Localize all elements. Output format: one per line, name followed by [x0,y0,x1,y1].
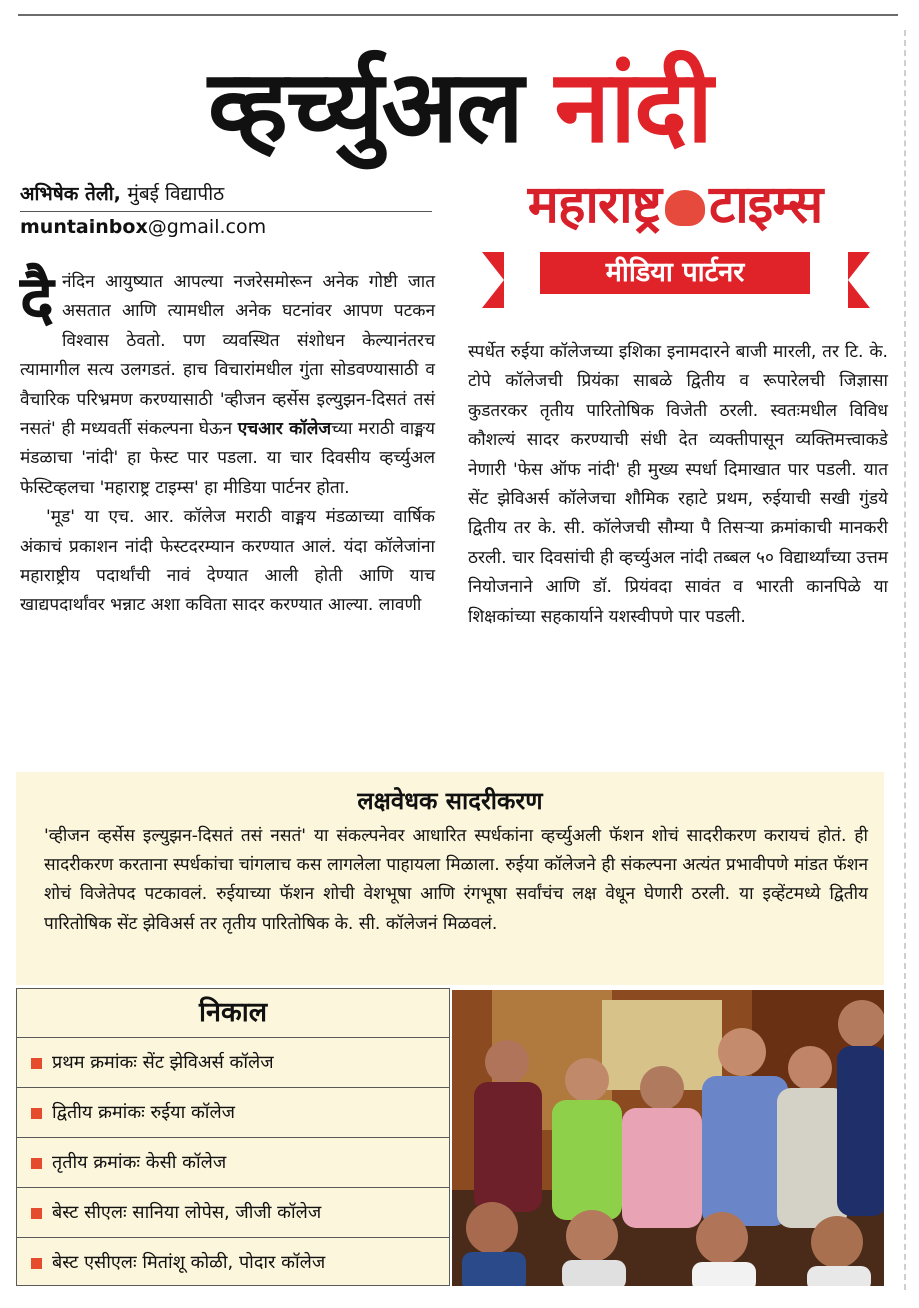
headline-part1: व्हर्च्युअल [207,48,522,165]
square-bullet-icon [31,1208,42,1219]
square-bullet-icon [31,1058,42,1069]
feature-text: 'व्हीजन व्हर्सेस इल्युझन-दिसतं तसं नसतं' या संकल्पनेवर आधारित स्पर्धकांना व्हर्च्युअली फॅशन शोचं सादरीकरण करायचं होतं. ही सादरीकरण करताना स्पर्धकांचा चांगलाच कस लागलेला पाहायला मिळाला. रुईया कॉलेजने ही संकल्पना अत्यंत प्रभावीपणे मांडत फॅशन शोचं विजेतेपद पटकावलं. रुईयाच्या फॅशन शोची वेशभूषा आणि रंगभूषा सर्वांचंच लक्ष वेधून घेणारी ठरली. या इव्हेंटमध्ये द्वितीय पारितोषिक सेंट झेविअर्स तर तृतीय पारितोषिक के. सी. कॉलेजनं मिळवलं. [44,826,868,934]
media-partner-band: मीडिया पार्टनर [540,252,810,294]
results-title: निकाल [17,989,449,1038]
drop-cap: दै [20,263,54,337]
result-text: द्वितीय क्रमांकः रुईया कॉलेज [52,1102,235,1123]
feature-body [44,822,868,939]
headline [0,42,919,172]
results-table [16,988,450,1286]
byline [20,180,224,206]
result-text: बेस्ट सीएलः सानिया लोपेस, जीजी कॉलेज [52,1202,322,1223]
feature-box [16,772,884,985]
group-photo-illustration [452,990,884,1286]
author-place: मुंबई विद्यापीठ [127,183,225,205]
logo-text-right: टाइम्स [709,175,823,235]
top-rule [18,14,898,16]
results-row [17,1188,449,1238]
square-bullet-icon [31,1258,42,1269]
result-text: प्रथम क्रमांकः सेंट झेविअर्स कॉलेज [52,1052,274,1073]
result-text: तृतीय क्रमांकः केसी कॉलेज [52,1152,227,1173]
ribbon-right-tail [848,252,870,308]
logo-text-left: महाराष्ट्र [527,175,661,235]
result-text: बेस्ट एसीएलः मितांशू कोळी, पोदार कॉलेज [52,1252,326,1273]
group-photo [452,990,884,1286]
maharashtra-times-logo [480,172,870,238]
article-paragraph-2: 'मूड' या एच. आर. कॉलेज मराठी वाङ्मय मंडळाच्या वार्षिक अंकाचं प्रकाशन नांदी फेस्टदरम्यान करण्यात आलं. यंदा कॉलेजांना महाराष्ट्रीय पदार्थांची नावं देण्यात आली होती आणि याच खाद्यपदार्थांवर भन्नाट अशा कविता सादर करण्यात आल्या. लावणी [20,507,435,616]
results-row [17,1038,449,1088]
article-column-left [20,263,435,621]
right-column-divider [904,30,906,1290]
results-row [17,1138,449,1188]
results-row [17,1238,449,1287]
byline-rule [20,211,432,212]
author-name: अभिषेक तेली, [20,183,121,205]
email-user: muntainbox [20,216,148,238]
square-bullet-icon [31,1108,42,1119]
author-email[interactable] [20,216,266,238]
results-row [17,1088,449,1138]
article-column-right [468,338,888,632]
article-text: नंदिन आयुष्यात आपल्या नजरेसमोरून अनेक गोष्टी जात असतात आणि त्यामधील अनेक घटनांवर आपण पटकन विश्वास ठेवतो. पण व्यवस्थित संशोधन केल्यानंतरच त्यामागील सत्य उलगडतं. हाच विचारांमधील गुंता सोडवण्यासाठी व वैचारिक परिभ्रमण करण्यासाठी 'व्हीजन व्हर्सेस इल्युझन-दिसतं तसं नसतं' ही मध्यवर्ती संकल्पना घेऊन [20,272,435,440]
ribbon-left-tail [482,252,504,308]
email-domain: @gmail.com [147,216,267,238]
college-name-bold: एचआर कॉलेज [237,419,332,440]
article-paragraph-1 [20,263,435,503]
article-text: च्या मराठी वाङ्मय मंडळाचा 'नांदी' हा फेस्ट पार पडला. या चार दिवसीय व्हर्च्युअल फेस्टिव्हलचा 'महाराष्ट्र टाइम्स' हा मीडिया पार्टनर होता. [20,419,435,498]
article-paragraph-3: स्पर्धेत रुईया कॉलेजच्या इशिका इनामदारने बाजी मारली, तर टि. के. टोपे कॉलेजची प्रियंका साबळे द्वितीय व रूपारेलची जिज्ञासा कुडतरकर तृतीय पारितोषिक विजेती ठरली. स्वतःमधील विविध कौशल्यं सादर करण्याची संधी देत व्यक्तीपासून व्यक्तिमत्त्वाकडे नेणारी 'फेस ऑफ नांदी' ही मुख्य स्पर्धा दिमाखात पार पडली. यात सेंट झेविअर्स कॉलेजचा शौमिक रहाटे प्रथम, रुईयाची सखी गुंडये द्वितीय तर के. सी. कॉलेजची सौम्या पै तिसऱ्या क्रमांकाची मानकरी ठरली. चार दिवसांची ही व्हर्च्युअल नांदी तब्बल ५० विद्यार्थ्यांच्या उत्तम नियोजनाने आणि डॉ. प्रियंवदा सावंत व भारती कानपिळे या शिक्षकांच्या सहकार्याने यशस्वीपणे पार पडली. [468,342,888,627]
square-bullet-icon [31,1158,42,1169]
feature-title: लक्षवेधक सादरीकरण [357,787,543,815]
headline-part2: नांदी [554,48,712,165]
flame-icon [665,190,705,226]
